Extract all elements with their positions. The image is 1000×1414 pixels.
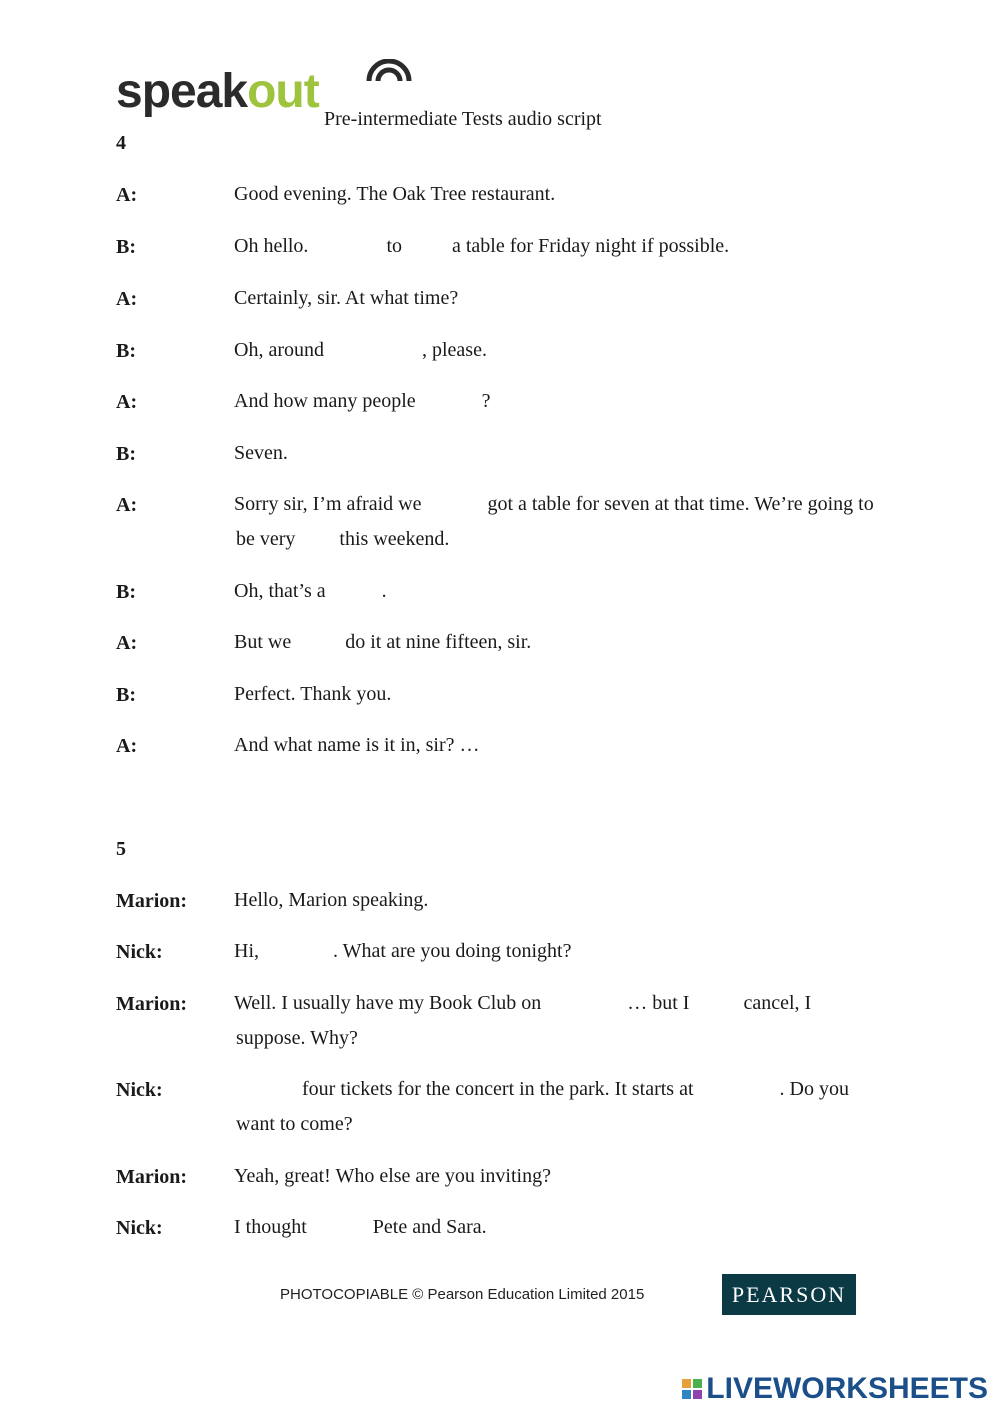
watermark-text: LIVEWORKSHEETS: [706, 1372, 988, 1405]
speaker-label: Marion:: [116, 1166, 188, 1188]
dialogue-line: four tickets for the concert in the park. It starts at . Do you want to come?: [236, 1078, 849, 1135]
liveworksheets-watermark: [682, 1372, 988, 1406]
speaker-label: A:: [116, 184, 138, 206]
dialogue-line: Yeah, great! Who else are you inviting?: [234, 1165, 551, 1187]
speaker-label: A:: [116, 288, 138, 310]
dialogue-line: Perfect. Thank you.: [234, 683, 392, 705]
speaker-label: Marion:: [116, 993, 188, 1015]
speaker-label: A:: [116, 494, 138, 516]
dialogue-line: I thought Pete and Sara.: [234, 1216, 487, 1238]
pearson-logo: PEARSON: [722, 1274, 856, 1315]
dialogue-line: Oh, that’s a .: [234, 580, 387, 602]
copyright-notice: PHOTOCOPIABLE © Pearson Education Limited 2015: [280, 1286, 645, 1303]
speaker-label: A:: [116, 735, 138, 757]
speaker-label: B:: [116, 581, 136, 603]
liveworksheets-logo-icon: [682, 1379, 702, 1399]
speaker-label: A:: [116, 391, 138, 413]
document-title: Pre-intermediate Tests audio script: [324, 108, 602, 130]
signal-arc-icon: [365, 59, 413, 83]
speakout-logo: [116, 62, 319, 122]
dialogue-line: Well. I usually have my Book Club on … but I cancel, I suppose. Why?: [234, 992, 812, 1049]
dialogue-line: But we do it at nine fifteen, sir.: [234, 631, 532, 653]
dialogue-line: Oh, around , please.: [234, 339, 487, 361]
section-number-4: 4: [116, 132, 126, 154]
speaker-label: A:: [116, 632, 138, 654]
speaker-label: B:: [116, 340, 136, 362]
speaker-label: Nick:: [116, 1079, 163, 1101]
logo-out: out: [247, 65, 319, 118]
dialogue-line: Sorry sir, I’m afraid we got a table for seven at that time. We’re going to be very this weekend.: [234, 493, 874, 550]
section-number-5: 5: [116, 838, 126, 860]
speaker-label: Nick:: [116, 1217, 163, 1239]
dialogue-line: And how many people ?: [234, 390, 491, 412]
speaker-label: Nick:: [116, 941, 163, 963]
dialogue-line: Certainly, sir. At what time?: [234, 287, 459, 309]
speaker-label: B:: [116, 443, 136, 465]
logo-speak: speak: [116, 65, 248, 118]
dialogue-line: Seven.: [234, 442, 288, 464]
speaker-label: B:: [116, 236, 136, 258]
dialogue-line: Good evening. The Oak Tree restaurant.: [234, 183, 556, 205]
dialogue-line: And what name is it in, sir? …: [234, 734, 480, 756]
dialogue-line: Hi, . What are you doing tonight?: [234, 940, 572, 962]
dialogue-line: Hello, Marion speaking.: [234, 889, 429, 911]
dialogue-line: Oh hello. to a table for Friday night if possible.: [234, 235, 730, 257]
speaker-label: Marion:: [116, 890, 188, 912]
speaker-label: B:: [116, 684, 136, 706]
